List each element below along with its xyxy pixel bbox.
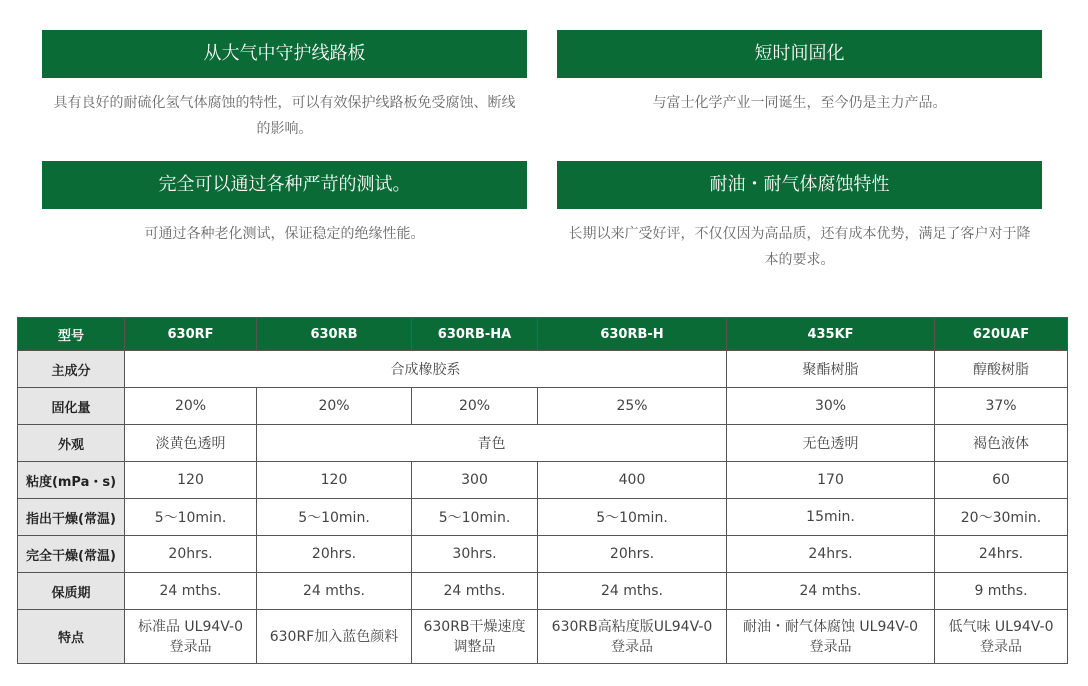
table-cell: 24hrs. bbox=[727, 536, 935, 573]
feature-description: 与富士化学产业一同诞生，至今仍是主力产品。 bbox=[652, 95, 947, 111]
table-cell: 24 mths. bbox=[257, 573, 412, 610]
table-cell: 20～30min. bbox=[935, 499, 1068, 536]
cell-line: 低气味 UL94V-0 bbox=[948, 618, 1054, 635]
table-cell: 30% bbox=[727, 388, 935, 425]
table-cell: 青色 bbox=[257, 425, 727, 462]
table-cell bbox=[412, 610, 538, 664]
feature-title: 完全可以通过各种严苛的测试。 bbox=[42, 161, 527, 209]
table-cell: 合成橡胶系 bbox=[125, 351, 727, 388]
table-row-appearance bbox=[18, 425, 1068, 462]
table-cell: 20hrs. bbox=[538, 536, 727, 573]
feature-description: 长期以来广受好评，不仅仅因为高品质，还有成本优势，满足了客户对于降本的要求。 bbox=[568, 226, 1031, 268]
table-cell: 20% bbox=[257, 388, 412, 425]
table-row-full-dry bbox=[18, 536, 1068, 573]
feature-description: 具有良好的耐硫化氢气体腐蚀的特性，可以有效保护线路板免受腐蚀、断线的影响。 bbox=[53, 95, 516, 137]
cell-line: 登录品 bbox=[611, 638, 653, 655]
feature-title: 从大气中守护线路板 bbox=[42, 30, 527, 78]
cell-line: 630RB高粘度版UL94V-0 bbox=[551, 618, 713, 635]
table-cell: 5～10min. bbox=[125, 499, 257, 536]
feature-title: 短时间固化 bbox=[557, 30, 1042, 78]
cell-line: 调整品 bbox=[453, 638, 496, 655]
header-630rb: 630RB bbox=[257, 318, 412, 351]
table-cell bbox=[935, 610, 1068, 664]
table-cell: 20hrs. bbox=[125, 536, 257, 573]
table-cell: 无色透明 bbox=[727, 425, 935, 462]
table-cell: 20hrs. bbox=[257, 536, 412, 573]
table-cell: 60 bbox=[935, 462, 1068, 499]
table-cell: 120 bbox=[125, 462, 257, 499]
table-cell: 24 mths. bbox=[412, 573, 538, 610]
table-row-cure-amount bbox=[18, 388, 1068, 425]
table-cell: 9 mths. bbox=[935, 573, 1068, 610]
row-label: 保质期 bbox=[18, 573, 125, 610]
table-cell: 24 mths. bbox=[125, 573, 257, 610]
table-cell bbox=[727, 610, 935, 664]
table-cell: 25% bbox=[538, 388, 727, 425]
table-cell: 20% bbox=[412, 388, 538, 425]
table-cell: 24hrs. bbox=[935, 536, 1068, 573]
table-cell: 5～10min. bbox=[538, 499, 727, 536]
table-cell: 淡黄色透明 bbox=[125, 425, 257, 462]
header-model: 型号 bbox=[18, 318, 125, 351]
table-cell: 褐色液体 bbox=[935, 425, 1068, 462]
table-cell: 170 bbox=[727, 462, 935, 499]
table-cell: 30hrs. bbox=[412, 536, 538, 573]
header-620uaf: 620UAF bbox=[935, 318, 1068, 351]
table-cell: 15min. bbox=[727, 499, 935, 536]
product-spec-table bbox=[17, 317, 1068, 664]
table-row-shelf-life bbox=[18, 573, 1068, 610]
cell-line: 630RB干燥速度 bbox=[423, 618, 526, 635]
cell-line: 630RF加入蓝色颜料 bbox=[269, 628, 399, 645]
header-630rb-ha: 630RB-HA bbox=[412, 318, 538, 351]
row-label: 外观 bbox=[18, 425, 125, 462]
table-header-row bbox=[18, 318, 1068, 351]
table-cell: 5～10min. bbox=[412, 499, 538, 536]
table-cell: 24 mths. bbox=[727, 573, 935, 610]
table-cell: 300 bbox=[412, 462, 538, 499]
table-row-main-component bbox=[18, 351, 1068, 388]
cell-line: 耐油・耐气体腐蚀 UL94V-0 bbox=[742, 618, 919, 635]
feature-title: 耐油・耐气体腐蚀特性 bbox=[557, 161, 1042, 209]
row-label: 主成分 bbox=[18, 351, 125, 388]
row-label: 粘度(mPa・s) bbox=[18, 462, 125, 499]
table-cell: 醇酸树脂 bbox=[935, 351, 1068, 388]
table-row-touch-dry bbox=[18, 499, 1068, 536]
row-label: 特点 bbox=[18, 610, 125, 664]
cell-line: 登录品 bbox=[809, 638, 852, 655]
cell-line: 登录品 bbox=[169, 638, 212, 655]
table-cell: 20% bbox=[125, 388, 257, 425]
feature-block-circuit-protection bbox=[42, 30, 527, 142]
table-cell bbox=[125, 610, 257, 664]
table-cell: 37% bbox=[935, 388, 1068, 425]
header-630rb-h: 630RB-H bbox=[538, 318, 727, 351]
feature-block-oil-gas-resistance bbox=[557, 161, 1042, 273]
table-cell: 5～10min. bbox=[257, 499, 412, 536]
table-cell bbox=[538, 610, 727, 664]
table-cell bbox=[257, 610, 412, 664]
cell-line: 登录品 bbox=[980, 638, 1022, 655]
row-label: 完全干燥(常温) bbox=[18, 536, 125, 573]
table-cell: 120 bbox=[257, 462, 412, 499]
table-row-viscosity bbox=[18, 462, 1068, 499]
row-label: 固化量 bbox=[18, 388, 125, 425]
table-cell: 聚酯树脂 bbox=[727, 351, 935, 388]
feature-description: 可通过各种老化测试，保证稳定的绝缘性能。 bbox=[144, 226, 425, 242]
feature-block-testing bbox=[42, 161, 527, 247]
header-435kf: 435KF bbox=[727, 318, 935, 351]
feature-block-fast-cure bbox=[557, 30, 1042, 116]
table-cell: 24 mths. bbox=[538, 573, 727, 610]
table-row-features bbox=[18, 610, 1068, 664]
cell-line: 标准品 UL94V-0 bbox=[137, 618, 244, 635]
row-label: 指出干燥(常温) bbox=[18, 499, 125, 536]
header-630rf: 630RF bbox=[125, 318, 257, 351]
table-cell: 400 bbox=[538, 462, 727, 499]
